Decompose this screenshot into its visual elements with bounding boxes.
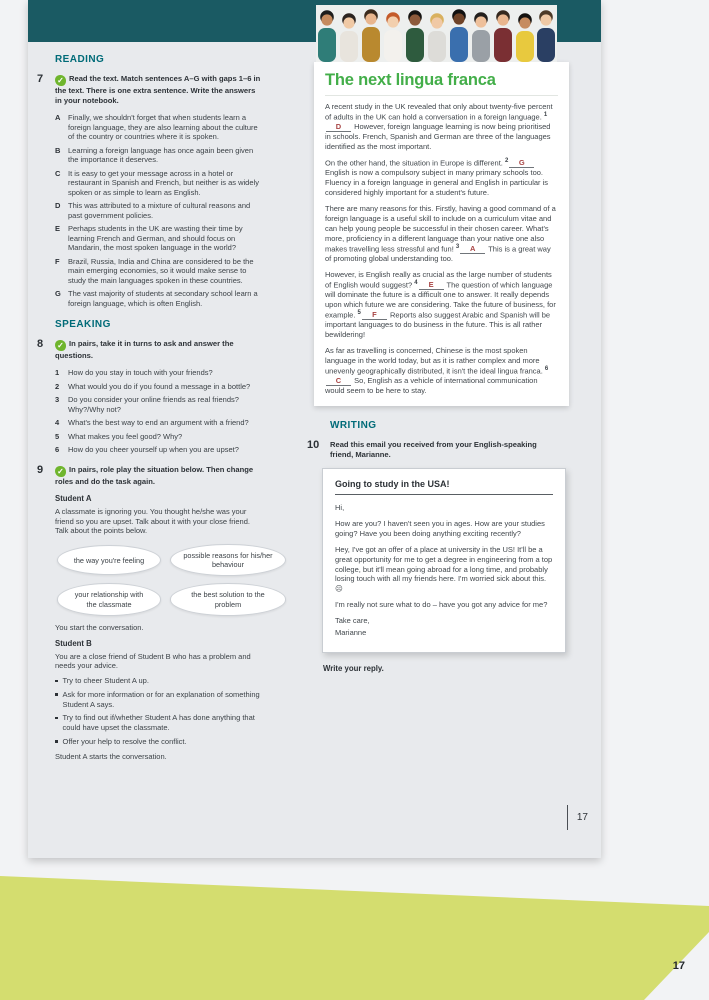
question-2: 2 What would you do if you found a message in a bottle? [55,381,251,391]
article-paragraph-3: There are many reasons for this. Firstly, having a good command of a foreign language is a useful skill to include on a curriculum vitae and can help young people be successful in their chosen career. What's more, proficiency in a different language than your native one also makes travelling less stressful and fun! $^3$ A This is a great way of promoting global understanding too. [325,204,556,263]
advice-item: Offer your help to resolve the conflict. [55,737,263,747]
sentence-e: E Perhaps students in the UK are wasting their time by learning French and German, and should focus on Mandarin, the most spoken language in the world? [55,224,243,253]
exercise-10-number: 10 [307,439,320,452]
sentence-a: A Finally, we shouldn't forget that when students learn a foreign language, they are also learning about the culture of the country or countries where it is spoken. [55,113,258,142]
student-b-label: Student B [55,638,92,648]
textbook-page [28,0,601,858]
question-6: 6 How do you cheer yourself up when you are upset? [55,445,239,455]
article-title: The next lingua franca [325,71,558,96]
gap-number: 6 [544,365,549,372]
article-paragraph-2: On the other hand, the situation in Europe is different. $^2$ G English is now a compulsory subject in many primary schools too. Fluency in a foreign language in general and English in particular is considered highly important for a student's future. [325,157,549,198]
article-paragraph-4: However, is English really as crucial as the large number of students of English would suggest? $^4$ E The question of which language will dominate the future is a difficult one to answer. It really depends upon which future we are considering. Take the future of business, for example. $^5$ F Reports also suggest Arabic and Spanish will be important languages to do business in the future. This is all rather bewildering! [325,269,556,340]
people-photo [316,5,557,62]
exercise-8-number: 8 [37,338,44,351]
student-a-label: Student A [55,493,92,503]
gap-number: 4 [414,279,418,286]
advice-item: Try to cheer Student A up. [55,676,263,686]
bullet-icon [55,680,58,683]
exercise-8-instructions: ✓ In pairs, take it in turns to ask and answer the questions. [55,339,234,361]
exercise-9-number: 9 [37,463,44,476]
talking-points [57,544,287,615]
student-a-footer: You start the conversation. [55,622,144,632]
bullet-icon [55,740,58,743]
gap-answer: D [326,123,351,132]
gap-answer: G [509,159,534,168]
exercise-7 [37,73,305,106]
question-5: 5 What makes you feel good? Why? [55,431,183,441]
email-subject: Going to study in the USA! [335,479,450,490]
email-paragraph: How are you? I haven't seen you in ages. How are your studies going? Have you been doing anything exciting recently? [335,518,545,538]
gap-number: 1 [543,111,548,118]
sentence-list [55,113,305,308]
gap-answer: E [419,281,444,290]
check-icon: ✓ [55,340,66,351]
student-b-text: You are a close friend of Student B who has a problem and needs your advice. [55,651,251,671]
page-number: 17 [567,805,588,830]
check-icon: ✓ [55,75,66,86]
sentence-b: B Learning a foreign language has once again been given the importance it deserves. [55,145,254,165]
left-column [37,54,305,768]
email-paragraph: Hey, I've got an offer of a place at university in the US! It'll be a great opportunity for me to get a degree in engineering from a top college, but it'll mean going abroad for a long time, and probably losing touch with all my friends here. I'm worried sick about this. ☹ [335,544,553,594]
advice-list [55,676,263,747]
bullet-icon [55,693,58,696]
advice-item: Ask for more information or for an explanation of something Student A says. [55,690,263,710]
write-reply-instruction: Write your reply. [323,663,384,673]
gap-number: 5 [357,309,361,316]
gap-number: 2 [504,157,509,164]
question-list [55,368,305,455]
talking-point-bubble: the way you're feeling [57,545,161,575]
exercise-9-instructions: ✓ In pairs, role play the situation below. Then change roles and do the task again. [55,464,254,486]
exercise-10-instructions: Read this email you received from your English-speaking friend, Marianne. [330,440,537,460]
right-column [307,5,570,673]
writing-section [307,420,570,460]
check-icon: ✓ [55,466,66,477]
people-photo-illustration [316,5,557,62]
student-a-text: A classmate is ignoring you. You thought he/she was your friend so you are upset. Talk about it with your close friend. Talk about the points below. [55,506,250,536]
talking-point-bubble: your relationship with the classmate [57,583,161,615]
email-card [322,468,566,653]
page-number-rule [567,805,568,830]
gap-answer: F [362,311,387,320]
sentence-g: G The vast majority of students at secondary school learn a foreign language, which is often English. [55,289,258,308]
gap-number: 3 [455,243,460,250]
talking-point-bubble: the best solution to the problem [170,583,286,615]
talking-point-bubble: possible reasons for his/her behaviour [170,544,286,576]
email-signature: Marianne [335,627,367,637]
advice-item: Try to find out if/whether Student A has done anything that could have upset the classmate. [55,713,263,733]
sentence-d: D This was attributed to a mixture of cultural reasons and past government policies. [55,201,251,220]
exercise-8 [37,338,305,361]
email-paragraph: I'm really not sure what to do – have you got any advice for me? [335,600,548,610]
bullet-icon [55,717,58,720]
exercise-7-number: 7 [37,73,44,85]
gap-answer: C [326,377,351,386]
reading-text-card [314,62,569,406]
sentence-f: F Brazil, Russia, India and China are considered to be the main emerging economies, so it would make sense to study the main languages spoken in these countries. [55,256,254,285]
question-1: 1 How do you stay in touch with your friends? [55,368,213,378]
corner-page-number: 17 [672,960,685,972]
writing-header: WRITING [330,420,377,432]
email-greeting: Hi, [335,503,345,513]
exercise-9 [37,463,305,487]
article-paragraph-1: A recent study in the UK revealed that only about twenty-five percent of adults in the UK can hold a conversation in a foreign language. $^1$D However, foreign language learning is now being prioritised in schools. French, Spanish and German are three of the languages identified as the most important. [325,102,553,152]
question-4: 4 What's the best way to end an argument with a friend? [55,418,249,428]
email-signoff: Take care, [335,616,370,626]
exercise-7-instructions: ✓ Read the text. Match sentences A–G with gaps 1–6 in the text. There is one extra sentence. Write the answers in your notebook. [55,74,261,106]
email-subject-rule [335,494,553,495]
question-3: 3 Do you consider your online friends as real friends? Why?/Why not? [55,395,239,414]
sentence-c: C It is easy to get your message across in a hotel or restaurant in Spanish and French, but neither is as widely spoken or as simple to learn as English. [55,168,259,197]
reading-header: READING [55,54,105,65]
speaking-header: SPEAKING [55,319,111,331]
student-b-footer: Student A starts the conversation. [55,751,167,761]
gap-answer: A [460,245,485,254]
article-paragraph-5: As far as travelling is concerned, Chinese is the most spoken language in the world today, but as it is rather complex and more unevenly geographically distributed, it isn't the ideal lingua franca. $^6$C So, English as a vehicle of international communication would seem to be here to stay. [325,346,549,396]
exercise-10 [307,439,570,460]
